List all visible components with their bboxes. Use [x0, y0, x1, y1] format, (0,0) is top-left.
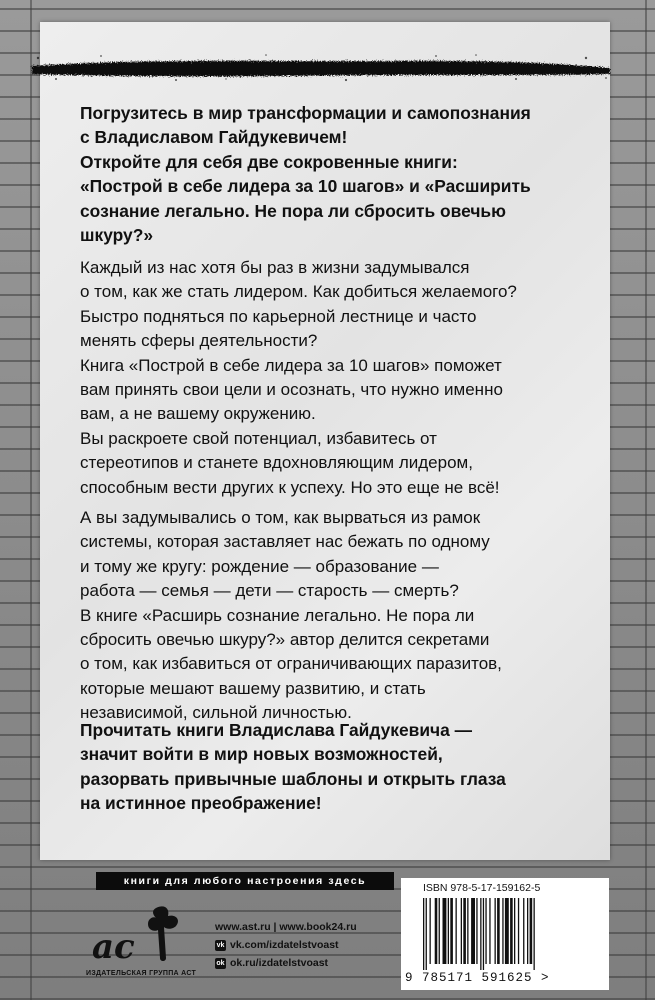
body-line: В книге «Расширь сознание легально. Не пора ли: [80, 605, 475, 625]
body-line: стереотипов и станете вдохновляющим лидером,: [80, 453, 473, 473]
barcode-icon: [423, 898, 593, 970]
body-paragraph-2: [80, 506, 600, 726]
ok-link[interactable]: [215, 954, 357, 972]
barcode-number: 9 785171 591625 >: [405, 971, 550, 985]
body-line: Быстро подняться по карьерной лестнице и часто: [80, 306, 477, 326]
body-line: Вы раскроете свой потенциал, избавитесь от: [80, 428, 437, 448]
closing-paragraph: [80, 718, 600, 816]
body-line: о том, как избавиться от ограничивающих паразитов,: [80, 654, 502, 674]
vk-icon: vk: [216, 941, 225, 949]
closing-line: Прочитать книги Владислава Гайдукевича —: [80, 720, 473, 740]
body-line: которые мешают вашему развитию, и стать: [80, 678, 426, 698]
lead-line: шкуру?»: [80, 225, 154, 246]
brick-wall-right: [615, 0, 655, 1000]
tagline-banner: книги для любого настроения здесь: [96, 872, 394, 890]
closing-line: на истинное преображение!: [80, 793, 322, 814]
closing-line: разорвать привычные шаблоны и открыть глаза: [80, 768, 506, 789]
websites-link[interactable]: www.ast.ru | www.book24.ru: [215, 921, 357, 933]
lead-line: сознание легально. Не пора ли сбросить овечью: [80, 200, 506, 221]
ok-icon: ok: [216, 959, 225, 967]
barcode-panel: [401, 878, 609, 990]
vk-link-label: vk.com/izdatelstvoast: [230, 939, 339, 951]
body-line: сбросить овечью шкуру?» автор делится секретами: [80, 630, 490, 650]
lead-line: Откройте для себя две сокровенные книги:: [80, 151, 458, 172]
isbn-label: ISBN 978-5-17-159162-5: [423, 882, 541, 894]
logo-text: ac: [92, 927, 135, 967]
body-line: работа — семья — дети — старость — смерть?: [80, 581, 459, 601]
publisher-label: ИЗДАТЕЛЬСКАЯ ГРУППА АСТ: [86, 970, 197, 977]
body-line: способным вести других к успеху. Но это еще не всё!: [80, 477, 500, 497]
body-paragraph-1: [80, 256, 600, 500]
ok-link-label: ok.ru/izdatelstvoast: [230, 957, 329, 969]
body-line: вам принять свои цели и осознать, что нужно именно: [80, 380, 503, 400]
vk-link[interactable]: [215, 936, 357, 954]
ast-logo-icon: [86, 900, 198, 980]
body-line: Каждый из нас хотя бы раз в жизни задумывался: [80, 258, 470, 277]
lead-paragraph: [80, 101, 600, 247]
contact-links: [215, 918, 357, 972]
body-line: Книга «Построй в себе лидера за 10 шагов» поможет: [80, 355, 502, 375]
body-line: вам, а не вашему окружению.: [80, 404, 316, 424]
body-line: о том, как же стать лидером. Как добиться желаемого?: [80, 282, 517, 302]
lead-line: «Построй в себе лидера за 10 шагов» и «Расширить: [80, 176, 531, 197]
body-line: А вы задумывались о том, как вырваться из рамок: [80, 508, 481, 527]
lead-line: с Владиславом Гайдукевичем!: [80, 127, 348, 148]
lead-line: Погрузитесь в мир трансформации и самопознания: [80, 103, 531, 123]
spray-paint-stroke: [26, 52, 616, 82]
body-line: системы, которая заставляет нас бежать по одному: [80, 532, 490, 552]
body-line: и тому же кругу: рождение — образование —: [80, 556, 439, 576]
brick-wall-left: [0, 0, 40, 1000]
body-line: менять сферы деятельности?: [80, 331, 318, 351]
closing-line: значит войти в мир новых возможностей,: [80, 744, 443, 765]
body-line: независимой, сильной личностью.: [80, 703, 352, 723]
